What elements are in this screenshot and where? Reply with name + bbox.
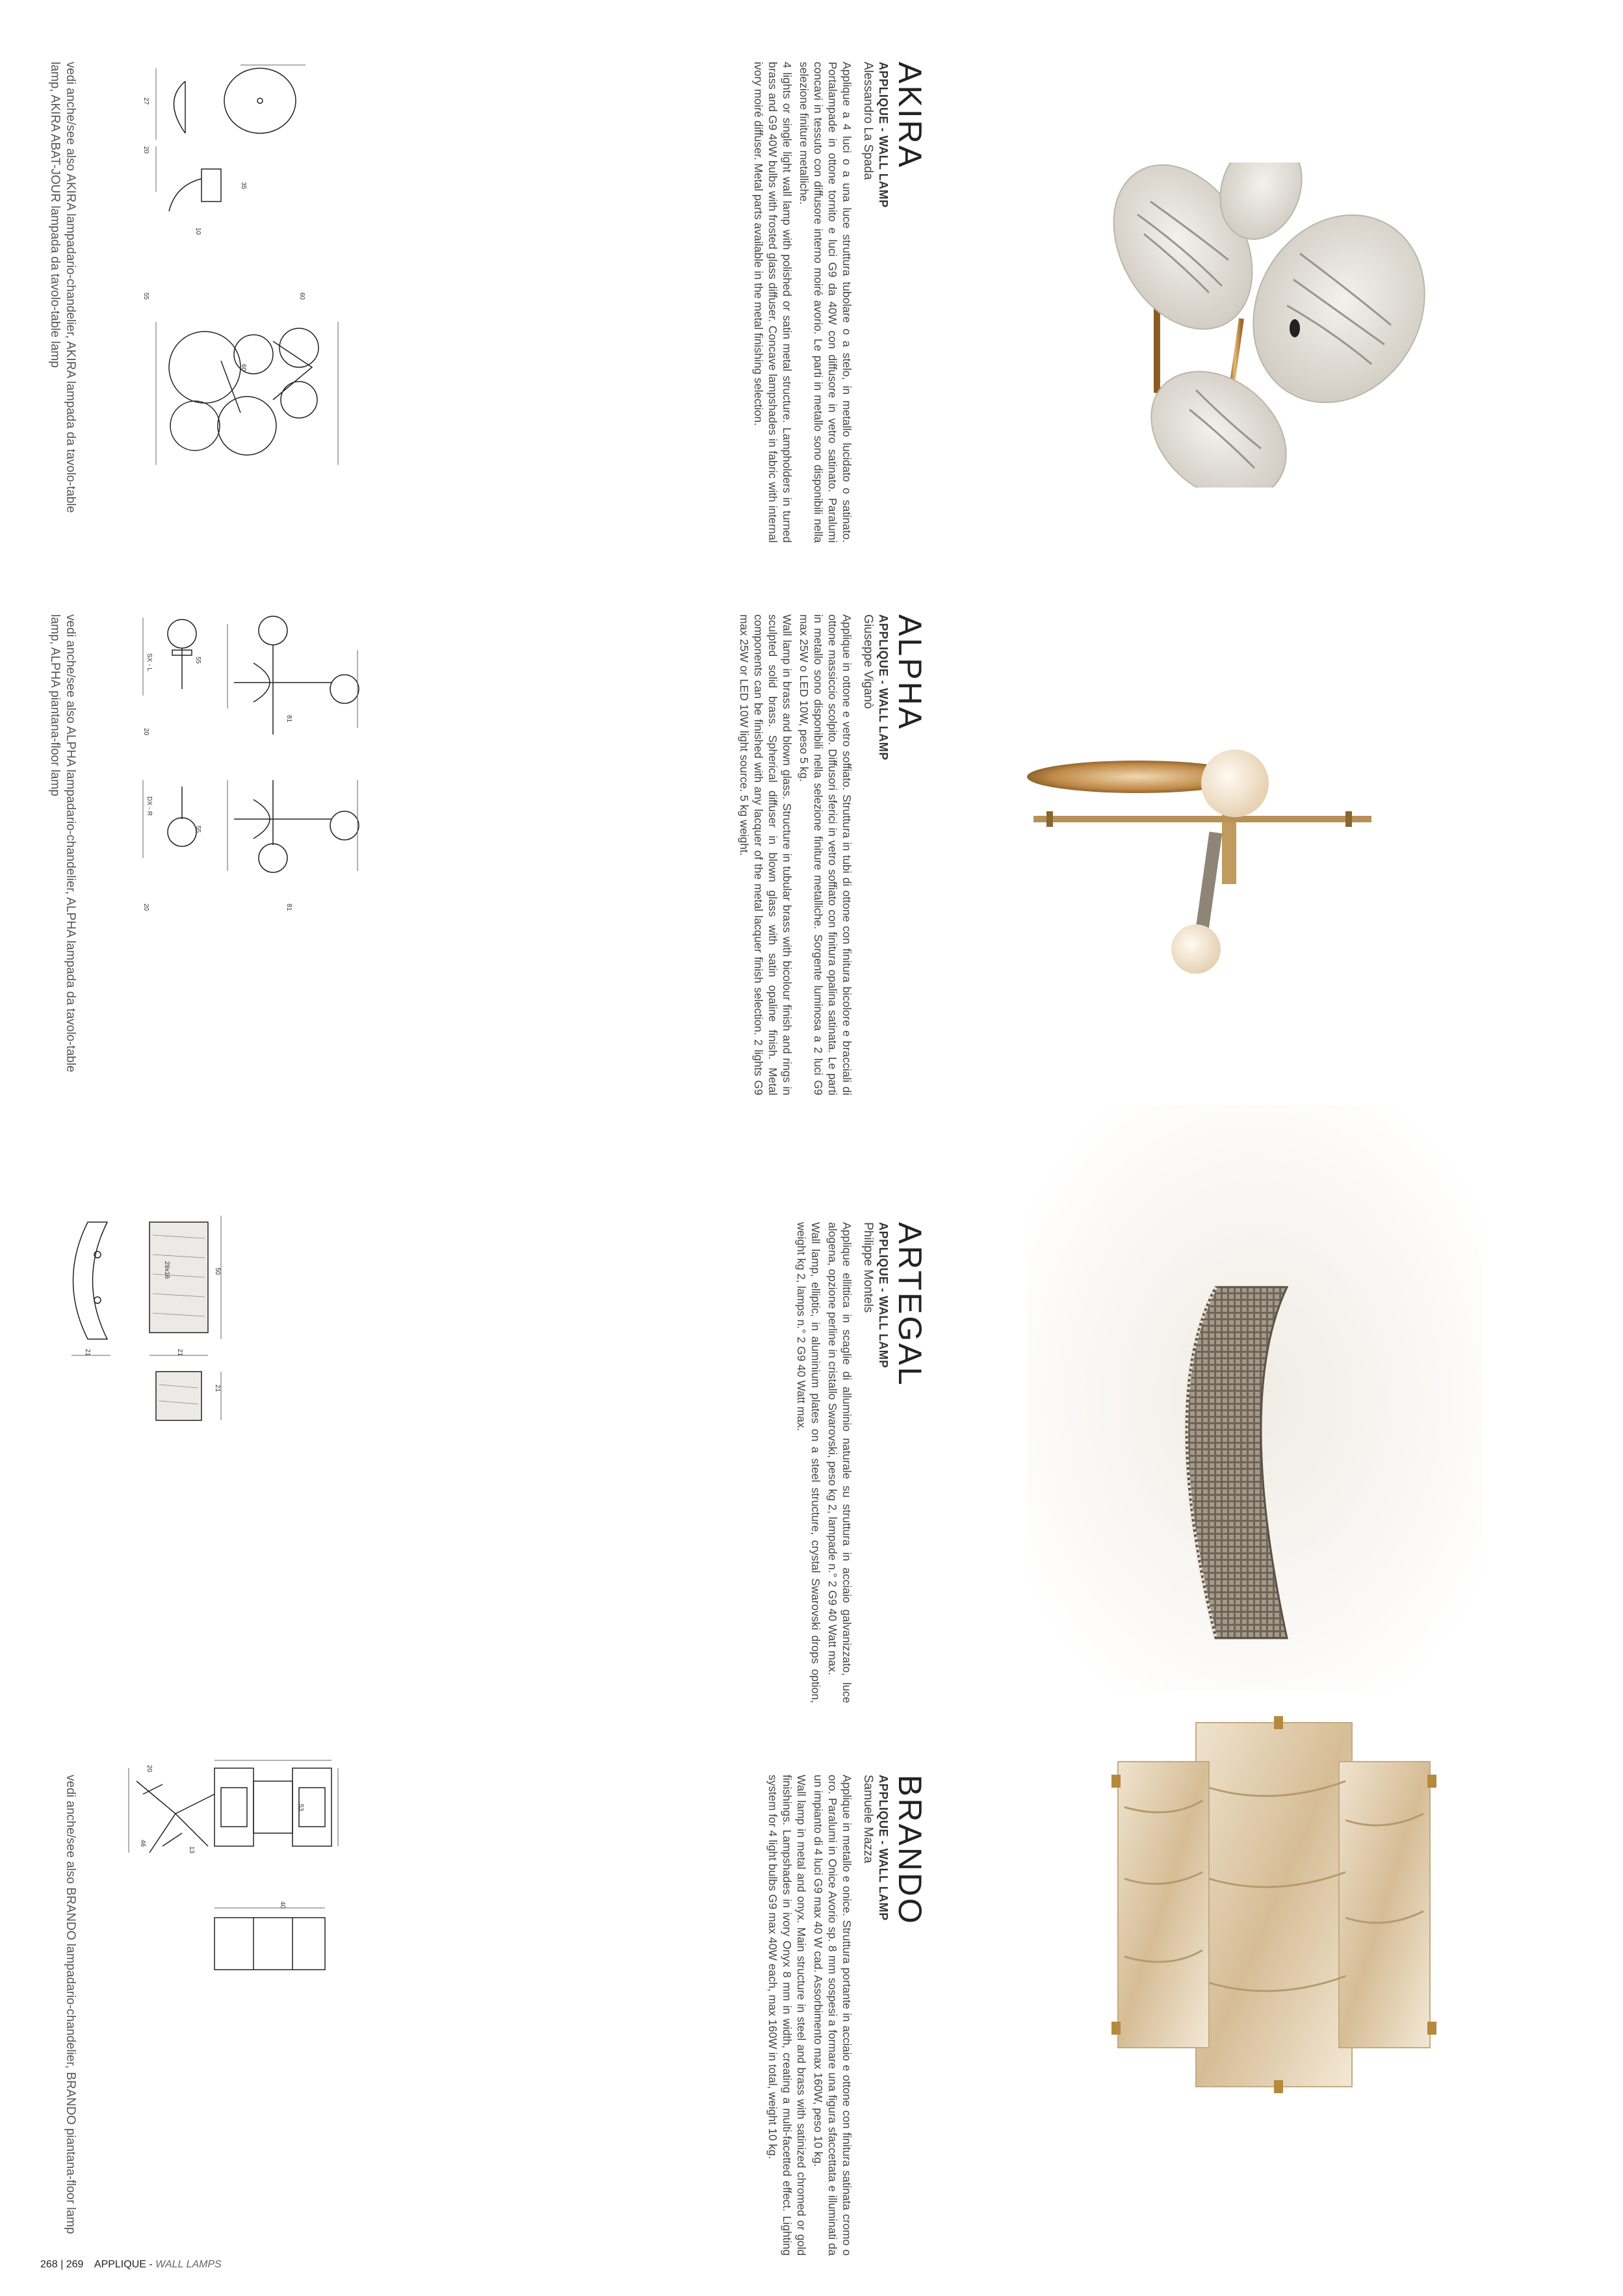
akira-text-block: [751, 62, 926, 543]
dimension-label: 55: [194, 826, 201, 833]
dimension-label: 20: [142, 146, 149, 154]
dimension-label: 35: [240, 182, 247, 190]
dimension-label: 20: [146, 1765, 153, 1773]
description-en: 4 lights or single light wall lamp with polished or satin metal structure. Lampholders in turned brass and G9 40W bulbs with frosted glass diffuser. Concave lampshades in fabric with internal ivory moiré diffuser. Metal parts available in the metal finishing selection.: [752, 62, 794, 543]
page-numbers: 268 | 269: [40, 2259, 84, 2270]
artegal-technical-drawing: [65, 1209, 234, 1456]
dimension-label: 21: [214, 1385, 221, 1392]
dimension-label: 53: [297, 1804, 304, 1812]
alpha-technical-drawing: [136, 611, 370, 949]
artegal-photo: [1027, 1105, 1482, 1690]
description-it: Applique in metallo e onice. Struttura portante in acciaio e ottone con finitura satinata cromo o oro. Paralumi in Onice Avorio sp. 8 mm sospesi a formare una figura sfaccettata e illuminati da un impianto di 4 luci G9 max 40 W cad. Assorbimento max 160W, peso 10 kg.: [812, 1775, 853, 2256]
dimension-label: 60: [240, 364, 247, 372]
dimension-label: 60: [298, 293, 305, 300]
akira-technical-drawing: [149, 62, 364, 478]
brando-text-block: [766, 1775, 926, 2256]
dimension-label: 21: [84, 1349, 91, 1357]
dimension-label: 40: [279, 1901, 286, 1909]
dimension-label: SX - L: [146, 653, 153, 672]
alpha-see-also: [47, 614, 78, 1095]
dimension-label: 55: [142, 293, 149, 300]
description-en: Wall lamp, elliptic, in aluminium plates on a steel structure, crystal Swarovski drops option, weight kg 2, lamps n.° 2 G9 40 Watt max.: [795, 1222, 822, 1703]
product-designer: Philippe Montels: [861, 1222, 875, 1313]
product-title: BRANDO: [892, 1775, 928, 1925]
dimension-label: 10: [194, 228, 201, 235]
product-title: AKIRA: [892, 62, 928, 170]
see-also-text: vedi anche/see also ALPHA lampadario-chandelier, ALPHA lampada da tavolo-table lamp, ALPHA piantana-floor lamp: [48, 614, 77, 1073]
description-en: Wall lamp in metal and onyx. Main structure in steel and brass with satinized chromed or gold finishings. Lampshades in ivory Onyx 8 mm in width, creating a multi-facetted effect. Lighting system for 4 light bulbs G9 max 40W each, max 160W in total, weight 10 kg.: [766, 1775, 808, 2256]
dimension-label: 21: [176, 1349, 183, 1357]
artegal-text-block: [794, 1222, 926, 1703]
product-subtitle: APPLIQUE - WALL LAMP: [877, 1222, 890, 1368]
dimension-label: 20: [142, 904, 149, 911]
description-it: Applique a 4 luci o a una luce struttura tubolare o a stelo, in metallo lucidato o satinato. Portalampade in ottone tornito e luci G9 da 40W con diffusore in vetro satinato. Paralumi concavi in tessuto con diffusore interno moiré avorio. Le parti in metallo sono disponibili nella selezione finiture metalliche.: [798, 62, 853, 543]
section-subtitle: WALL LAMPS: [155, 2259, 222, 2270]
product-subtitle: APPLIQUE - WALL LAMP: [877, 62, 890, 208]
dimension-label: 55: [194, 657, 201, 664]
akira-photo: [1079, 163, 1469, 488]
dimension-label: 13: [188, 1846, 195, 1854]
dimension-label: 81: [285, 904, 292, 911]
product-designer: Alessandro La Spada: [861, 62, 875, 180]
dimension-label: 81: [285, 715, 292, 723]
dimension-label: 29x16: [163, 1261, 170, 1279]
alpha-photo: [1020, 741, 1384, 975]
see-also-text: vedi anche/see also BRANDO lampadario-chandelier, BRANDO piantana-floor lamp: [64, 1775, 77, 2234]
product-subtitle: APPLIQUE - WALL LAMP: [877, 1775, 890, 1921]
product-title: ALPHA: [892, 614, 928, 731]
brando-technical-drawing: [123, 1755, 357, 2028]
dimension-label: 46: [139, 1840, 146, 1847]
product-subtitle: APPLIQUE - WALL LAMP: [877, 614, 890, 761]
dimension-label: DX - R: [146, 796, 153, 816]
dimension-label: 27: [142, 98, 149, 105]
description-it: Applique in ottone e vetro soffiato. Struttura in tubi di ottone con finitura bicolore e bracciali di ottone massiccio scolpito. Diffusori sferici in vetro soffiato con finitura opalina satinata. Le parti in metallo sono disponibili nella selezione finiture metalliche. Sorgente luminosa a 2 luci G9 max 25W o LED 10W, peso 5 kg.: [798, 614, 853, 1095]
dimension-label: 50: [214, 1268, 221, 1275]
description-en: Wall lamp in brass and blown glass. Structure in tubular brass with bicolour finish and rings in sculpted solid brass. Spherical diffuser in blown glass with satin opaline finish. Metal components can be finished with any lacquer of the metal lacquer finish selection. 2 lights G9 max 25W or LED 10W light source. 5 kg weight.: [738, 614, 794, 1095]
dimension-label: 20: [142, 728, 149, 736]
product-designer: Giuseppe Viganò: [861, 614, 875, 709]
product-title: ARTEGAL: [892, 1222, 928, 1387]
product-designer: Samuele Mazza: [861, 1775, 875, 1864]
brando-see-also: [62, 1775, 78, 2256]
akira-see-also: [47, 62, 78, 517]
see-also-text: vedi anche/see also AKIRA lampadario-chandelier, AKIRA lampada da tavolo-table lamp, AKIRA ABAT-JOUR lampada da tavolo-table lamp: [48, 62, 77, 513]
page-footer: [40, 2259, 222, 2271]
section-title: APPLIQUE -: [94, 2259, 156, 2270]
brando-photo: [1092, 1710, 1456, 2100]
description-it: Applique ellittica in scaglie di alluminio naturale su struttura in acciaio galvanizzato, luce alogena, opzione perline in cristallo Swarovski, peso kg 2, lampade n.° 2 G9 40 Watt max.: [826, 1222, 853, 1703]
alpha-text-block: [737, 614, 926, 1095]
